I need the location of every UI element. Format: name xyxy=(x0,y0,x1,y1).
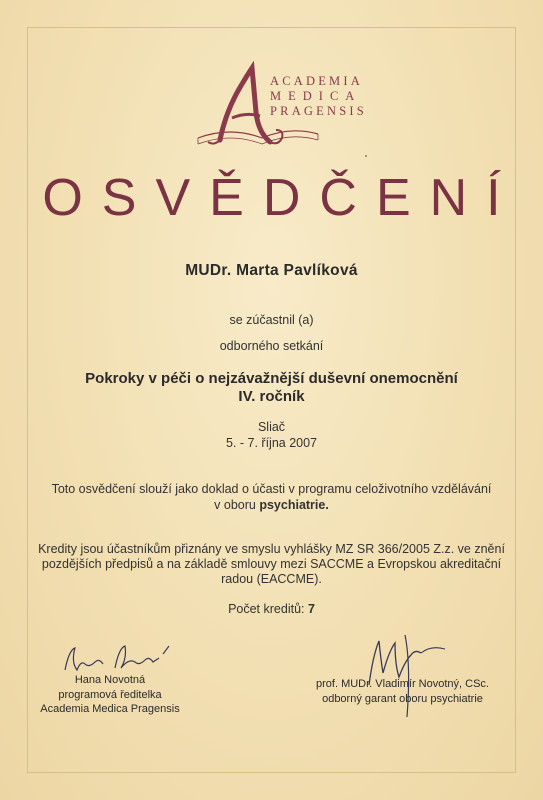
credits-label: Počet kreditů: xyxy=(228,602,308,616)
signatory-right-name: prof. MUDr. Vladimír Novotný, CSc. xyxy=(316,678,489,690)
logo-line-2: MEDICA xyxy=(270,89,362,103)
event-edition: IV. ročník xyxy=(238,388,305,405)
statement-field: psychiatrie. xyxy=(259,498,329,512)
event-place: Sliač xyxy=(257,420,286,434)
signatory-left-name: Hana Novotná xyxy=(74,674,146,686)
participated-text: se zúčastnil (a) xyxy=(229,313,314,327)
signatory-left-org: Academia Medica Pragensis xyxy=(40,703,180,715)
signatory-left-role: programová ředitelka xyxy=(58,688,162,701)
statement-line-2 xyxy=(0,498,543,512)
credits-value: 7 xyxy=(307,602,315,616)
certificate-title: OSVĚDČENÍ xyxy=(42,169,520,227)
event-date: 5. - 7. října 2007 xyxy=(225,436,318,450)
credits-line-1: Kredity jsou účastníkům přiznány ve smyslu vyhlášky MZ SR 366/2005 Z.z. ve znění xyxy=(38,542,505,556)
signatory-right xyxy=(305,677,500,706)
paper-speck xyxy=(365,155,367,157)
logo-line-1: ACADEMIA xyxy=(270,74,363,88)
credits-line-3: radou (EACCME). xyxy=(221,572,322,586)
statement-prefix: v oboru xyxy=(214,498,260,512)
signatory-right-role: odborný garant oboru psychiatrie xyxy=(322,692,483,705)
logo-line-3: PRAGENSIS xyxy=(270,104,367,118)
logo-text xyxy=(270,74,367,119)
credits-line-2: pozdějších předpisů a na základě smlouvy mezi SACCME a Evropskou akreditační xyxy=(41,557,502,571)
signatory-left xyxy=(30,673,190,717)
recipient-name: MUDr. Marta Pavlíková xyxy=(185,262,358,279)
meeting-type: odborného setkání xyxy=(219,339,324,353)
event-name: Pokroky v péči o nejzávažnější duševní onemocnění xyxy=(85,370,458,387)
statement-line-1: Toto osvědčení slouží jako doklad o účasti v programu celoživotního vzdělávání xyxy=(51,482,492,496)
credits-count xyxy=(0,602,543,616)
